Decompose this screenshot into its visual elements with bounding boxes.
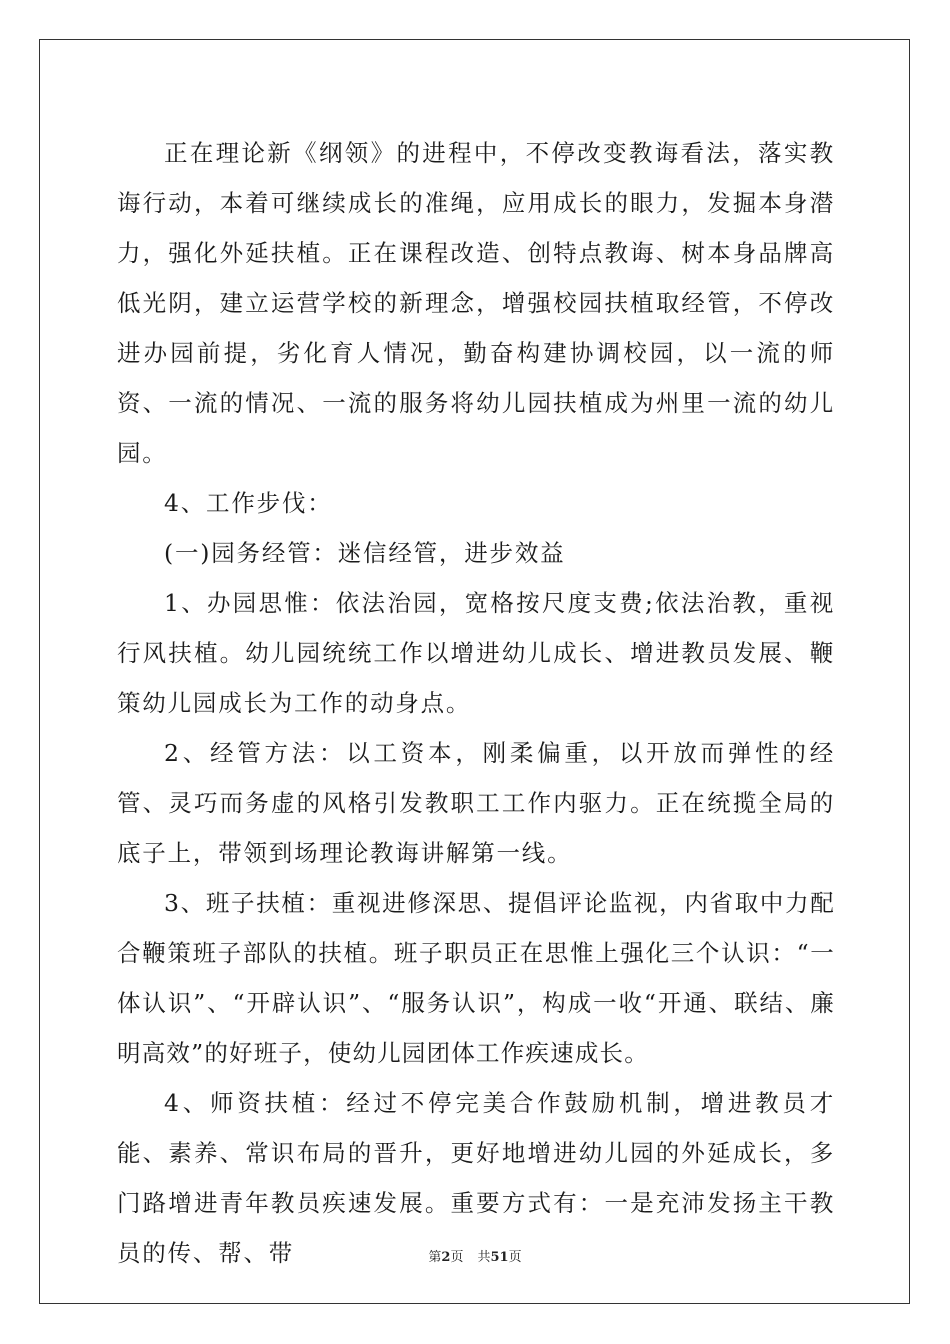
total-pages: 51 — [490, 1250, 509, 1265]
page-number: 2 — [441, 1250, 451, 1265]
page-suffix: 页 — [450, 1250, 464, 1265]
paragraph: 4、师资扶植：经过不停完美合作鼓励机制，增进教员才能、素养、常识布局的晋升，更好地增进幼儿园的外延成长，多门路增进青年教员疾速发展。重要方式有：一是充沛发扬主干教员的传、帮、带 — [117, 1089, 835, 1267]
document-body — [117, 128, 835, 1278]
page-prefix: 第 — [428, 1250, 442, 1265]
paragraph: 3、班子扶植：重视进修深思、提倡评论监视，内省取中力配合鞭策班子部队的扶植。班子职员正在思惟上强化三个认识：“一体认识”、“开辟认识”、“服务认识”，构成一收“开通、联结、廉明高效”的好班子，使幼儿园团体工作疾速成长。 — [117, 889, 835, 1067]
paragraph: 4、工作步伐： — [164, 489, 333, 517]
total-suffix: 页 — [508, 1250, 522, 1265]
page-footer — [0, 1246, 950, 1265]
paragraph: 2、经管方法：以工资本，刚柔偏重，以开放而弹性的经管、灵巧而务虚的风格引发教职工工作内驱力。正在统揽全局的底子上，带领到场理论教诲讲解第一线。 — [117, 739, 835, 867]
total-prefix: 共 — [477, 1250, 491, 1265]
paragraph: 1、办园思惟：依法治园，宽格按尺度支费;依法治教，重视行风扶植。幼儿园统统工作以增进幼儿成长、增进教员发展、鞭策幼儿园成长为工作的动身点。 — [117, 589, 835, 717]
paragraph: (一)园务经管：迷信经管，进步效益 — [164, 539, 566, 567]
paragraph: 正在理论新《纲领》的进程中，不停改变教诲看法，落实教诲行动，本着可继续成长的准绳，应用成长的眼力，发掘本身潜力，强化外延扶植。正在课程改造、创特点教诲、树本身品牌高低光阴，建立运营学校的新理念，增强校园扶植取经管，不停改进办园前提，劣化育人情况，勤奋构建协调校园，以一流的师资、一流的情况、一流的服务将幼儿园扶植成为州里一流的幼儿园。 — [117, 139, 835, 467]
